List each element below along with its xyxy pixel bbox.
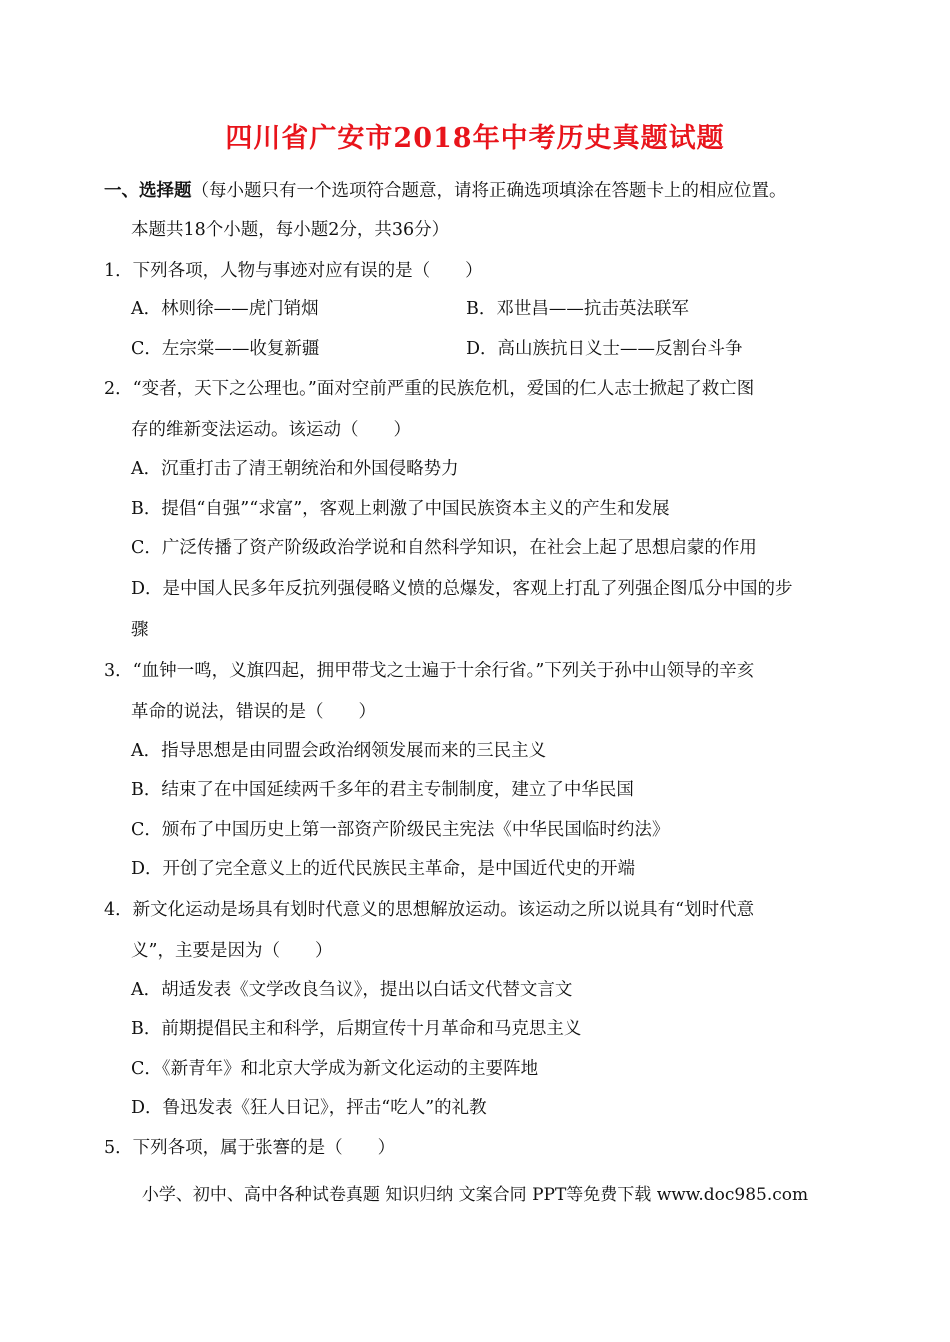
question-2-option-a: A．沉重打击了清王朝统治和外国侵略势力 — [131, 459, 459, 479]
page-title: 四川省广安市2018年中考历史真题试题 — [225, 123, 725, 154]
question-3-option-c: C．颁布了中国历史上第一部资产阶级民主宪法《中华民国临时约法》 — [131, 820, 670, 840]
question-3-stem-line-2: 革命的说法，错误的是（ ） — [131, 702, 376, 722]
question-1-option-c: C．左宗棠——收复新疆 — [131, 339, 320, 359]
question-3-option-d: D．开创了完全意义上的近代民族民主革命，是中国近代史的开端 — [131, 859, 636, 879]
question-3-option-a: A．指导思想是由同盟会政治纲领发展而来的三民主义 — [131, 741, 547, 761]
question-3-option-b: B．结束了在中国延续两千多年的君主专制制度，建立了中华民国 — [131, 780, 634, 800]
section-heading: 一、选择题 — [104, 181, 192, 201]
question-2-option-d-line-1: D．是中国人民多年反抗列强侵略义愤的总爆发，客观上打乱了列强企图瓜分中国的步 — [131, 579, 793, 599]
question-4-option-d: D．鲁迅发表《狂人日记》，抨击“吃人”的礼教 — [131, 1098, 487, 1118]
question-1-option-b: B．邓世昌——抗击英法联军 — [466, 299, 689, 319]
question-2-option-d-line-2: 骤 — [131, 620, 149, 640]
question-2-stem-line-1: 2．“变者，天下之公理也。”面对空前严重的民族危机，爱国的仁人志士掀起了救亡图 — [104, 379, 755, 399]
page-footer: 小学、初中、高中各种试卷真题 知识归纳 文案合同 PPT等免费下载 www.doc985.com — [141, 1185, 809, 1205]
question-4-stem-line-2: 义”，主要是因为（ ） — [131, 941, 333, 961]
section-instruction-line-2: 本题共18个小题，每小题2分，共36分） — [131, 220, 450, 240]
question-1-option-d: D．高山族抗日义士——反割台斗争 — [466, 339, 743, 359]
question-4-option-b: B．前期提倡民主和科学，后期宣传十月革命和马克思主义 — [131, 1019, 582, 1039]
section-instruction: （每小题只有一个选项符合题意，请将正确选项填涂在答题卡上的相应位置。 — [191, 181, 787, 201]
question-4-option-c: C．《新青年》和北京大学成为新文化运动的主要阵地 — [131, 1059, 539, 1079]
question-5-stem: 5．下列各项，属于张謇的是（ ） — [104, 1138, 396, 1158]
question-4-stem-line-1: 4．新文化运动是场具有划时代意义的思想解放运动。该运动之所以说具有“划时代意 — [104, 900, 755, 920]
section-instruction-line-1 — [104, 179, 787, 203]
question-1-option-a: A．林则徐——虎门销烟 — [131, 299, 319, 319]
question-3-stem-line-1: 3．“血钟一鸣，义旗四起，拥甲带戈之士遍于十余行省。”下列关于孙中山领导的辛亥 — [104, 661, 755, 681]
question-4-option-a: A．胡适发表《文学改良刍议》，提出以白话文代替文言文 — [131, 980, 573, 1000]
question-1-stem: 1．下列各项，人物与事迹对应有误的是（ ） — [104, 261, 483, 281]
question-2-stem-line-2: 存的维新变法运动。该运动（ ） — [131, 420, 411, 440]
question-2-option-b: B．提倡“自强”“求富”，客观上刺激了中国民族资本主义的产生和发展 — [131, 499, 670, 519]
question-2-option-c: C．广泛传播了资产阶级政治学说和自然科学知识，在社会上起了思想启蒙的作用 — [131, 538, 757, 558]
